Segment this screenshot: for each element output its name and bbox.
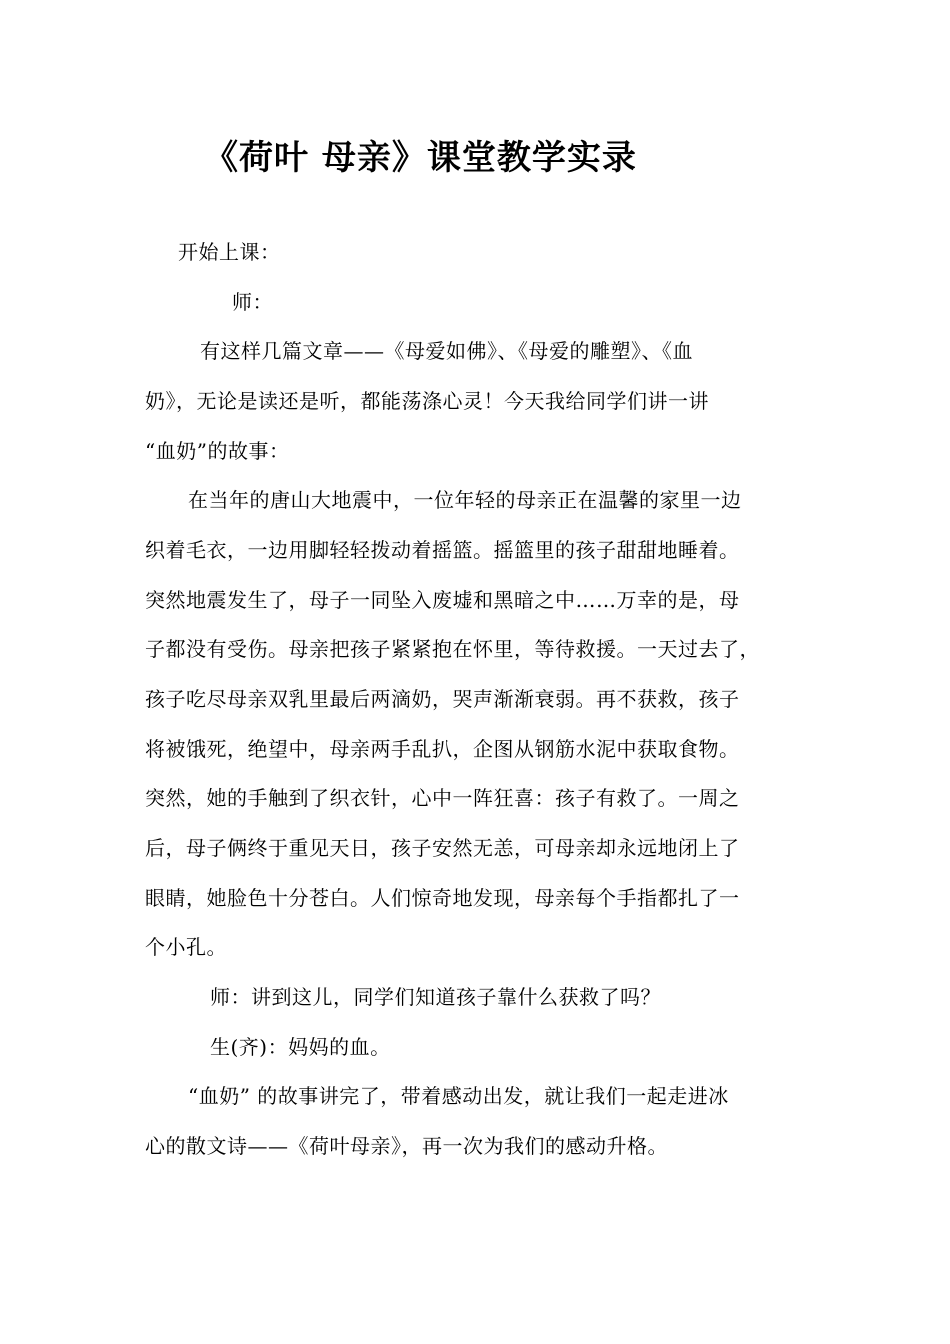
text-line: 孩子吃尽母亲双乳里最后两滴奶，哭声渐渐衰弱。再不获救，孩子: [145, 687, 740, 711]
text-line: 在当年的唐山大地震中，一位年轻的母亲正在温馨的家里一边: [188, 488, 742, 512]
text-line: 突然，她的手触到了织衣针，心中一阵狂喜：孩子有救了。一周之: [145, 786, 740, 810]
text-line: 织着毛衣，一边用脚轻轻拨动着摇篮。摇篮里的孩子甜甜地睡着。: [145, 538, 740, 562]
text-line: 突然地震发生了，母子一同坠入废墟和黑暗之中……万幸的是，母: [145, 588, 740, 612]
text-line: 生(齐)：妈妈的血。: [210, 1035, 391, 1059]
text-line: 有这样几篇文章——《母爱如佛》、《母爱的雕塑》、《血: [200, 339, 693, 363]
text-line: 后，母子俩终于重见天日，孩子安然无恙，可母亲却永远地闭上了: [145, 836, 740, 860]
text-line: 开始上课：: [178, 240, 281, 264]
text-line: 将被饿死，绝望中，母亲两手乱扒，企图从钢筋水泥中获取食物。: [145, 737, 740, 761]
text-line: 个小孔。: [145, 935, 227, 959]
text-line: 师：讲到这儿，同学们知道孩子靠什么获救了吗？: [210, 985, 661, 1009]
text-line: 奶》，无论是读还是听，都能荡涤心灵！今天我给同学们讲一讲: [145, 389, 709, 413]
text-line: 眼睛，她脸色十分苍白。人们惊奇地发现，母亲每个手指都扎了一: [145, 886, 740, 910]
text-line: 师：: [232, 290, 273, 314]
text-line: 子都没有受伤。母亲把孩子紧紧抱在怀里，等待救援。一天过去了，: [145, 637, 760, 661]
document-title: 《荷叶 母亲》课堂教学实录: [204, 138, 637, 178]
text-line: “血奶”的故事：: [145, 439, 290, 463]
text-line: “血奶” 的故事讲完了，带着感动出发，就让我们一起走进冰: [188, 1084, 729, 1108]
text-line: 心的散文诗——《荷叶母亲》，再一次为我们的感动升格。: [145, 1134, 668, 1158]
